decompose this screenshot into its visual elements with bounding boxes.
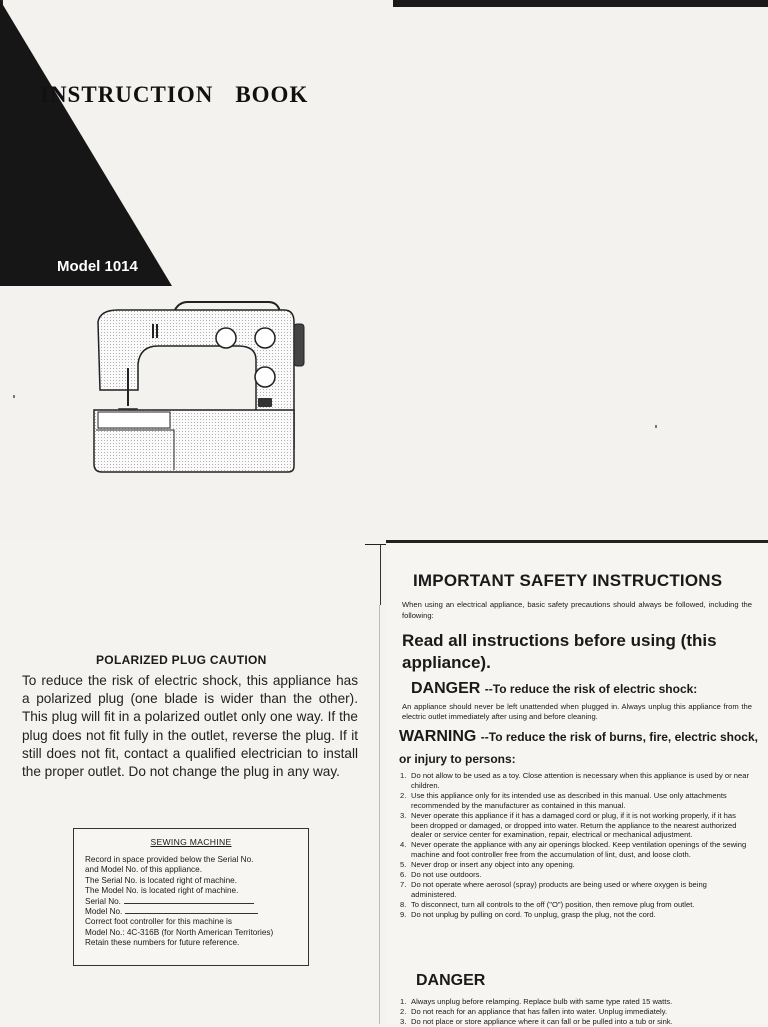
model-number-blank	[125, 907, 258, 914]
unplug-text: An appliance should never be left unattended when plugged in. Always unplug this appliance from the electric outlet immediately after using and before cleaning.	[402, 702, 752, 722]
scan-mark	[13, 395, 15, 398]
record-line: Record in space provided below the Serial No.	[85, 855, 254, 864]
sewing-machine-heading: SEWING MACHINE	[150, 837, 232, 847]
list-item: 2. Use this appliance only for its intended use as described in this manual. Use only attachments recommended by the manufacturer as contained in this manual.	[400, 790, 727, 810]
list-item: 3. Never operate this appliance if it has a damaged cord or plug, if it is not working properly, if it has been dropped or damaged, or dropped into water. Return the appliance to the nearest authorized dealer or service center for examination, repair, electrical or mechanical adjustment.	[400, 810, 737, 840]
warning-subtitle: To reduce the risk of burns, fire, electric shock, or injury to persons:	[399, 730, 758, 766]
warning-list	[400, 771, 750, 920]
list-item: 3. Do not place or store appliance where it can fall or be pulled into a tub or sink.	[400, 1016, 673, 1026]
model-number-line	[85, 907, 307, 917]
safety-intro: When using an electrical appliance, basic safety precautions should always be followed, including the following:	[402, 600, 752, 620]
sewing-machine-illustration	[88, 298, 310, 474]
warning-dash: --	[480, 730, 489, 744]
record-lines	[85, 855, 307, 949]
read-all-heading: Read all instructions before using (this appliance).	[402, 631, 717, 672]
cover-triangle	[0, 0, 172, 286]
record-line: and Model No. of this appliance.	[85, 865, 202, 875]
list-item: 7. Do not operate where aerosol (spray) products are being used or where oxygen is being administered.	[400, 879, 707, 899]
warning-word: WARNING	[399, 728, 477, 745]
sewing-machine-record-box	[73, 828, 309, 966]
serial-number-line	[85, 897, 307, 907]
record-line: The Serial No. is located right of machine.	[85, 875, 237, 885]
polarized-plug-text: To reduce the risk of electric shock, this appliance has a polarized plug (one blade is wider than the other). This plug will fit in a polarized outlet only one way. If the plug does not fit fully in the outlet, reverse the plug. If it still does not fit, contact a qualified electrician to install the proper outlet. Do not change the plug in any way.	[22, 673, 358, 780]
list-item: 9. Do not unplug by pulling on cord. To unplug, grasp the plug, not the cord.	[400, 909, 656, 919]
record-line: Model No.: 4C-316B (for North American Territories)	[85, 927, 274, 937]
danger-relamping-heading: DANGER	[416, 972, 486, 989]
polarized-plug-title: POLARIZED PLUG CAUTION	[96, 653, 267, 667]
scan-mark	[655, 425, 657, 428]
page-edge-bar	[393, 0, 768, 7]
record-line: The Model No. is located right of machine.	[85, 886, 239, 896]
list-item: 1. Do not allow to be used as a toy. Close attention is necessary when this appliance is used by or near children.	[400, 771, 749, 790]
list-item: 6. Do not use outdoors.	[400, 870, 482, 880]
list-item: 8. To disconnect, turn all controls to the off ("O") position, then remove plug from outlet.	[400, 899, 695, 909]
safety-title: IMPORTANT SAFETY INSTRUCTIONS	[413, 571, 723, 590]
model-label: Model 1014	[57, 258, 138, 275]
danger-subtitle: To reduce the risk of electric shock:	[492, 682, 698, 696]
list-item: 1. Always unplug before relamping. Replace bulb with same type rated 15 watts.	[400, 997, 673, 1006]
danger-word: DANGER	[411, 680, 481, 697]
title-word-book: BOOK	[235, 82, 309, 107]
record-line: Retain these numbers for future reference.	[85, 938, 240, 948]
cover-title	[40, 82, 308, 108]
record-line: Correct foot controller for this machine is	[85, 917, 232, 927]
warning-heading	[399, 726, 759, 770]
title-word-instruction: INSTRUCTION	[40, 82, 214, 107]
list-item: 2. Do not reach for an appliance that has fallen into water. Unplug immediately.	[400, 1006, 668, 1016]
spine-shadow	[379, 605, 380, 1024]
serial-number-blank	[124, 897, 254, 904]
list-item: 4. Never operate the appliance with any air openings blocked. Keep ventilation openings of the sewing machine and foot controller free from the accumulation of lint, dust, and loose cloth.	[400, 840, 747, 860]
danger-list	[400, 997, 750, 1027]
spine-tick	[365, 544, 387, 545]
list-item: 5. Never drop or insert any object into any opening.	[400, 860, 575, 870]
danger-heading	[411, 680, 697, 698]
model-number-label: Model No.	[85, 907, 123, 917]
serial-number-label: Serial No.	[85, 896, 121, 906]
danger-dash: --	[484, 682, 493, 696]
spine-line	[380, 545, 381, 605]
